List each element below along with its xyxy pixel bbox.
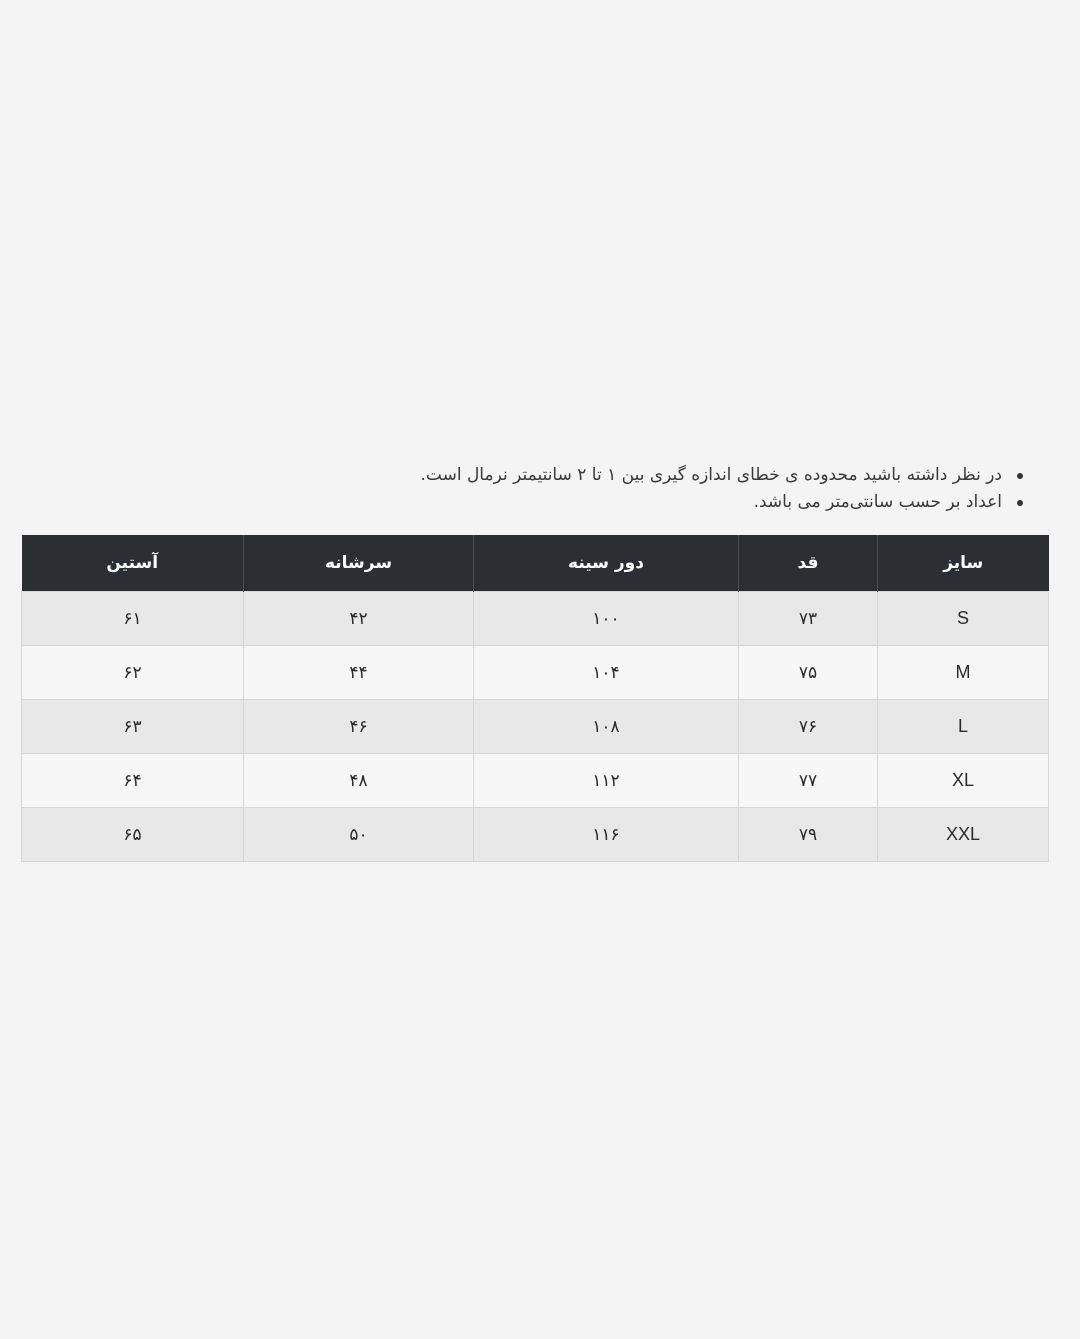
cell-size: S: [878, 592, 1049, 646]
cell-sleeve: ۶۱: [22, 592, 244, 646]
notes-list: [66, 462, 1026, 516]
cell-sleeve: ۶۲: [22, 646, 244, 700]
header-size: سایز: [878, 535, 1049, 592]
table-row: [22, 754, 1049, 808]
cell-chest: ۱۰۴: [474, 646, 739, 700]
cell-shoulder: ۴۶: [244, 700, 474, 754]
note-item-units: اعداد بر حسب سانتی‌متر می باشد.: [66, 489, 1026, 516]
cell-sleeve: ۶۴: [22, 754, 244, 808]
table-row: [22, 592, 1049, 646]
cell-shoulder: ۴۸: [244, 754, 474, 808]
header-shoulder: سرشانه: [244, 535, 474, 592]
header-chest: دور سینه: [474, 535, 739, 592]
cell-chest: ۱۰۰: [474, 592, 739, 646]
table-header-row: [22, 535, 1049, 592]
cell-chest: ۱۱۶: [474, 808, 739, 862]
cell-size: XXL: [878, 808, 1049, 862]
table-row: [22, 646, 1049, 700]
header-length: قد: [739, 535, 878, 592]
cell-shoulder: ۵۰: [244, 808, 474, 862]
table-header: [22, 535, 1049, 592]
cell-length: ۷۶: [739, 700, 878, 754]
cell-sleeve: ۶۳: [22, 700, 244, 754]
size-table: [21, 535, 1049, 862]
cell-shoulder: ۴۴: [244, 646, 474, 700]
cell-sleeve: ۶۵: [22, 808, 244, 862]
table-body: [22, 592, 1049, 862]
cell-size: M: [878, 646, 1049, 700]
note-item-error-range: در نظر داشته باشید محدوده ی خطای اندازه گیری بین ۱ تا ۲ سانتیمتر نرمال است.: [66, 462, 1026, 489]
header-sleeve: آستین: [22, 535, 244, 592]
cell-length: ۷۵: [739, 646, 878, 700]
cell-chest: ۱۱۲: [474, 754, 739, 808]
cell-size: L: [878, 700, 1049, 754]
cell-chest: ۱۰۸: [474, 700, 739, 754]
table-row: [22, 700, 1049, 754]
cell-length: ۷۷: [739, 754, 878, 808]
cell-length: ۷۳: [739, 592, 878, 646]
cell-shoulder: ۴۲: [244, 592, 474, 646]
cell-length: ۷۹: [739, 808, 878, 862]
cell-size: XL: [878, 754, 1049, 808]
table-row: [22, 808, 1049, 862]
